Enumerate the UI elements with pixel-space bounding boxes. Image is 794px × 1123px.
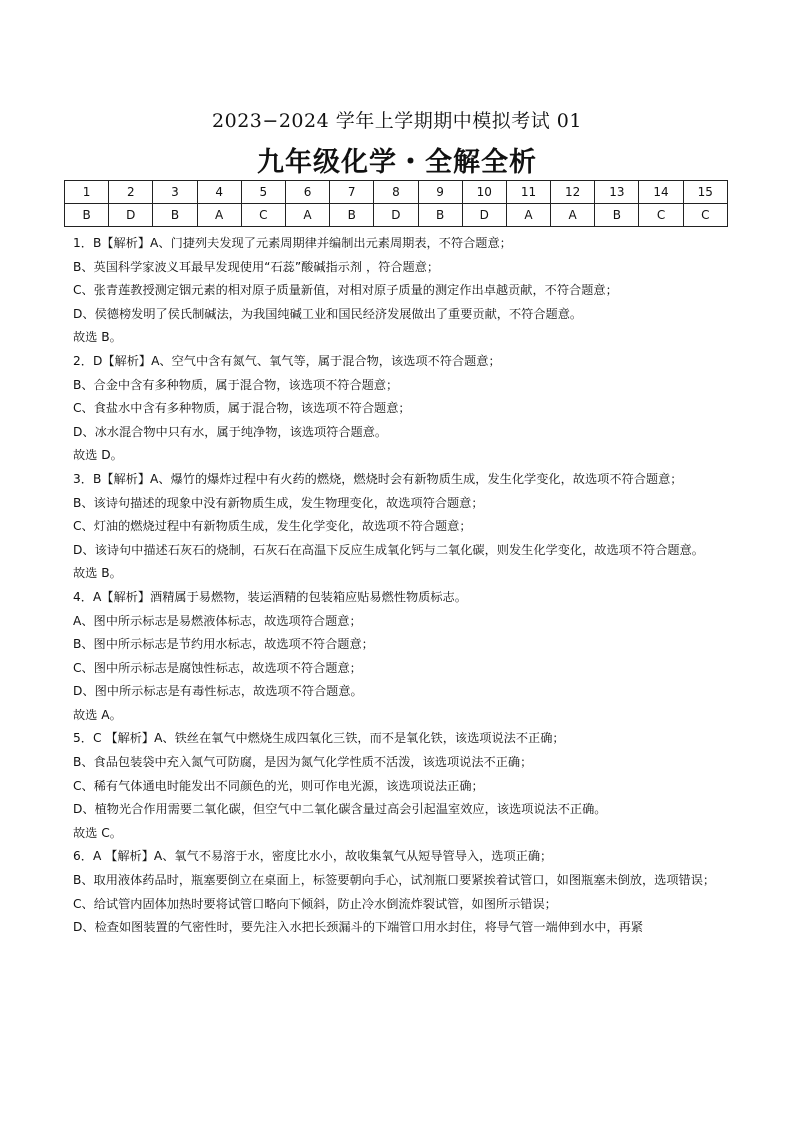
q6-option-d: D、检查如图装置的气密性时，要先注入水把长颈漏斗的下端管口用水封住，将导气管一端伸到水中，再紧: [73, 920, 644, 935]
exam-subtitle: 九年级化学・全解全析: [257, 147, 537, 178]
q4-option-b: B、图中所示标志是节约用水标志，故选项不符合题意；: [73, 637, 374, 652]
question-number-cell: 8: [374, 181, 418, 204]
q6-analysis-head: 6．A 【解析】A、氧气不易溶于水，密度比水小，故收集氧气从短导管导入，选项正确；: [73, 849, 553, 864]
solutions-body: [73, 232, 727, 940]
q3-option-c: C、灯油的燃烧过程中有新物质生成，发生化学变化，故选项不符合题意；: [73, 519, 472, 534]
q4-analysis-head: 4．A【解析】酒精属于易燃物，装运酒精的包装箱应贴易燃性物质标志。: [73, 589, 467, 604]
q3-option-b: B、该诗句描述的现象中没有新物质生成，发生物理变化，故选项符合题意；: [73, 495, 484, 510]
q5-option-c: C、稀有气体通电时能发出不同颜色的光，则可作电光源，该选项说法正确；: [73, 778, 484, 793]
q3-option-d: D、该诗句中描述石灰石的烧制，石灰石在高温下反应生成氧化钙与二氧化碳，则发生化学变化，故选项不符合题意。: [73, 542, 704, 557]
answer-cell: B: [330, 204, 374, 227]
q3-conclusion: 故选 B。: [73, 566, 122, 581]
question-number-cell: 10: [462, 181, 506, 204]
q1-conclusion: 故选 B。: [73, 330, 122, 345]
q4-option-a: A、图中所示标志是易燃液体标志，故选项符合题意；: [73, 613, 362, 628]
question-number-cell: 13: [595, 181, 639, 204]
answer-table-number-row: [65, 181, 728, 204]
answer-cell: C: [683, 204, 727, 227]
answer-cell: B: [65, 204, 109, 227]
q5-option-b: B、食品包装袋中充入氮气可防腐，是因为氮气化学性质不活泼，该选项说法不正确；: [73, 755, 533, 770]
question-number-cell: 5: [241, 181, 285, 204]
q4-option-d: D、图中所示标志是有毒性标志，故选项不符合题意。: [73, 684, 363, 699]
question-number-cell: 6: [285, 181, 329, 204]
q1-option-c: C、张青莲教授测定铟元素的相对原子质量新值，对相对原子质量的测定作出卓越贡献，不符合题意；: [73, 283, 618, 298]
question-number-cell: 9: [418, 181, 462, 204]
answer-cell: B: [418, 204, 462, 227]
q4-conclusion: 故选 A。: [73, 707, 122, 722]
q1-analysis-head: 1．B【解析】A、门捷列夫发现了元素周期律并编制出元素周期表，不符合题意；: [73, 236, 512, 250]
q2-conclusion: 故选 D。: [73, 448, 123, 463]
q5-analysis-head: 5．C 【解析】A、铁丝在氧气中燃烧生成四氧化三铁，而不是氧化铁，该选项说法不正确；: [73, 731, 565, 746]
q3-analysis-head: 3．B【解析】A、爆竹的爆炸过程中有火药的燃烧，燃烧时会有新物质生成，发生化学变化，故选项不符合题意；: [73, 471, 683, 486]
question-number-cell: 11: [506, 181, 550, 204]
answer-cell: A: [197, 204, 241, 227]
q4-option-c: C、图中所示标志是腐蚀性标志，故选项不符合题意；: [73, 660, 362, 675]
q2-option-c: C、食盐水中含有多种物质，属于混合物，该选项不符合题意；: [73, 401, 411, 416]
question-number-cell: 12: [551, 181, 595, 204]
q6-option-b: B、取用液体药品时，瓶塞要倒立在桌面上，标签要朝向手心，试剂瓶口要紧挨着试管口，如图瓶塞未倒放，选项错误；: [73, 873, 716, 888]
question-number-cell: 14: [639, 181, 683, 204]
q5-conclusion: 故选 C。: [73, 825, 122, 840]
answer-table-answer-row: [65, 204, 728, 227]
answer-cell: A: [551, 204, 595, 227]
answer-cell: D: [374, 204, 418, 227]
question-number-cell: 7: [330, 181, 374, 204]
q2-option-b: B、合金中含有多种物质，属于混合物，该选项不符合题意；: [73, 377, 399, 392]
q5-option-d: D、植物光合作用需要二氧化碳，但空气中二氧化碳含量过高会引起温室效应，该选项说法不正确。: [73, 802, 607, 817]
question-number-cell: 4: [197, 181, 241, 204]
answer-table: [64, 180, 728, 227]
answer-cell: C: [639, 204, 683, 227]
answer-cell: C: [241, 204, 285, 227]
q1-option-d: D、侯德榜发明了侯氏制碱法，为我国纯碱工业和国民经济发展做出了重要贡献，不符合题意。: [73, 306, 583, 321]
question-number-cell: 3: [153, 181, 197, 204]
answer-cell: A: [506, 204, 550, 227]
q6-option-c: C、给试管内固体加热时要将试管口略向下倾斜，防止冷水倒流炸裂试管，如图所示错误；: [73, 896, 557, 911]
answer-cell: D: [109, 204, 153, 227]
question-number-cell: 15: [683, 181, 727, 204]
q2-analysis-head: 2．D【解析】A、空气中含有氮气、氧气等，属于混合物，该选项不符合题意；: [73, 353, 501, 368]
answer-cell: B: [153, 204, 197, 227]
exam-title: 2023−2024 学年上学期期中模拟考试 01: [212, 110, 582, 132]
answer-cell: D: [462, 204, 506, 227]
question-number-cell: 1: [65, 181, 109, 204]
q2-option-d: D、冰水混合物中只有水，属于纯净物，该选项符合题意。: [73, 424, 388, 439]
answer-cell: A: [285, 204, 329, 227]
question-number-cell: 2: [109, 181, 153, 204]
q1-option-b: B、英国科学家波义耳最早发现使用“石蕊”酸碱指示剂 ，符合题意；: [73, 259, 440, 274]
answer-cell: B: [595, 204, 639, 227]
